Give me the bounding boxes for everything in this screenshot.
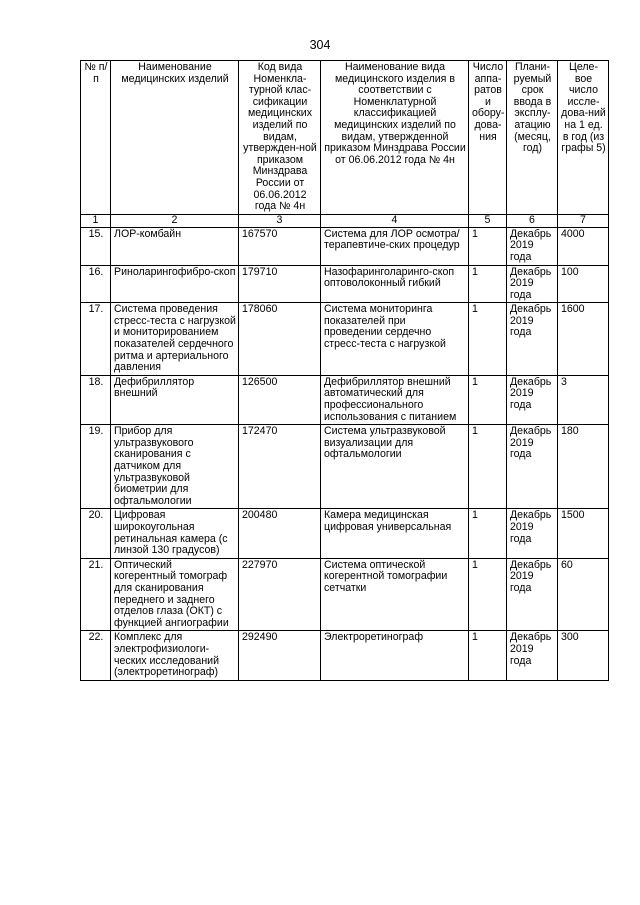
page-number: 304 (309, 38, 331, 52)
nomenclature-code: 227970 (239, 558, 321, 631)
quantity: 1 (469, 303, 507, 376)
quantity: 1 (469, 425, 507, 509)
quantity: 1 (469, 631, 507, 680)
device-name: Риноларингофибро-скоп (111, 265, 239, 303)
header-device-name: Наименование медицинских изделий (111, 61, 239, 215)
header-number: № п/п (81, 61, 111, 215)
target-studies: 180 (558, 425, 609, 509)
device-name: Оптический когерентный томограф для сканирования переднего и заднего отделов глаза (ОКТ) с функцией ангиографии (111, 558, 239, 631)
device-name: ЛОР-комбайн (111, 227, 239, 265)
commission-date: Декабрь 2019 года (507, 227, 558, 265)
target-studies: 1600 (558, 303, 609, 376)
header-quantity: Число аппа-ратов и обору-дова-ния (469, 61, 507, 215)
type-name: Камера медицинская цифровая универсальная (321, 509, 469, 558)
column-number: 6 (507, 214, 558, 227)
commission-date: Декабрь 2019 года (507, 303, 558, 376)
nomenclature-code: 200480 (239, 509, 321, 558)
target-studies: 300 (558, 631, 609, 680)
type-name: Система ультразвуковой визуализации для офтальмологии (321, 425, 469, 509)
target-studies: 60 (558, 558, 609, 631)
header-type-name: Наименование вида медицинского изделия в соответствии с Номенклатурной классификацией медицинских изделий по видам, утвержденной приказом Минздрава России от 06.06.2012 года № 4н (321, 61, 469, 215)
commission-date: Декабрь 2019 года (507, 265, 558, 303)
commission-date: Декабрь 2019 года (507, 509, 558, 558)
nomenclature-code: 126500 (239, 375, 321, 424)
device-name: Прибор для ультразвукового сканирования с датчиком для ультразвуковой биометрии для офтальмологии (111, 425, 239, 509)
row-number: 20. (81, 509, 111, 558)
row-number: 17. (81, 303, 111, 376)
table-row (81, 265, 609, 303)
target-studies: 1500 (558, 509, 609, 558)
nomenclature-code: 167570 (239, 227, 321, 265)
column-number: 7 (558, 214, 609, 227)
target-studies: 100 (558, 265, 609, 303)
target-studies: 4000 (558, 227, 609, 265)
type-name: Система для ЛОР осмотра/терапевтиче-ских процедур (321, 227, 469, 265)
column-number-row (81, 214, 609, 227)
row-number: 21. (81, 558, 111, 631)
quantity: 1 (469, 375, 507, 424)
type-name: Дефибриллятор внешний автоматический для профессионального использования с питанием (321, 375, 469, 424)
nomenclature-code: 179710 (239, 265, 321, 303)
commission-date: Декабрь 2019 года (507, 375, 558, 424)
column-number: 1 (81, 214, 111, 227)
table-row (81, 425, 609, 509)
nomenclature-code: 292490 (239, 631, 321, 680)
quantity: 1 (469, 509, 507, 558)
device-name: Дефибриллятор внешний (111, 375, 239, 424)
nomenclature-code: 178060 (239, 303, 321, 376)
nomenclature-code: 172470 (239, 425, 321, 509)
type-name: Электроретинограф (321, 631, 469, 680)
target-studies: 3 (558, 375, 609, 424)
commission-date: Декабрь 2019 года (507, 425, 558, 509)
table-row (81, 227, 609, 265)
table-row (81, 375, 609, 424)
header-commission-date: Плани-руемый срок ввода в эксплу-атацию (месяц, год) (507, 61, 558, 215)
table-row (81, 558, 609, 631)
column-number: 5 (469, 214, 507, 227)
row-number: 22. (81, 631, 111, 680)
row-number: 19. (81, 425, 111, 509)
commission-date: Декабрь 2019 года (507, 558, 558, 631)
quantity: 1 (469, 227, 507, 265)
column-number: 2 (111, 214, 239, 227)
table-row (81, 631, 609, 680)
quantity: 1 (469, 558, 507, 631)
table-row (81, 303, 609, 376)
table-row (81, 509, 609, 558)
device-name: Комплекс для электрофизиологи-ческих исследований (электроретинограф) (111, 631, 239, 680)
row-number: 16. (81, 265, 111, 303)
column-number: 3 (239, 214, 321, 227)
header-nomenclature-code: Код вида Номенкла-турной клас-сификации медицинских изделий по видам, утвержден-ной приказом Минздрава России от 06.06.2012 года № 4н (239, 61, 321, 215)
type-name: Система мониторинга показателей при проведении сердечно стресс-теста с нагрузкой (321, 303, 469, 376)
row-number: 15. (81, 227, 111, 265)
quantity: 1 (469, 265, 507, 303)
row-number: 18. (81, 375, 111, 424)
column-number: 4 (321, 214, 469, 227)
commission-date: Декабрь 2019 года (507, 631, 558, 680)
type-name: Система оптической когерентной томографии сетчатки (321, 558, 469, 631)
type-name: Назофаринголаринго-скоп оптоволоконный гибкий (321, 265, 469, 303)
header-row (81, 61, 609, 215)
equipment-table (80, 60, 609, 681)
header-target-studies: Целе-вое число иссле-дова-ний на 1 ед. в год (из графы 5) (558, 61, 609, 215)
device-name: Система проведения стресс-теста с нагрузкой и мониторированием показателей сердечного ритма и артериального давления (111, 303, 239, 376)
device-name: Цифровая широкоугольная ретинальная камера (с линзой 130 градусов) (111, 509, 239, 558)
